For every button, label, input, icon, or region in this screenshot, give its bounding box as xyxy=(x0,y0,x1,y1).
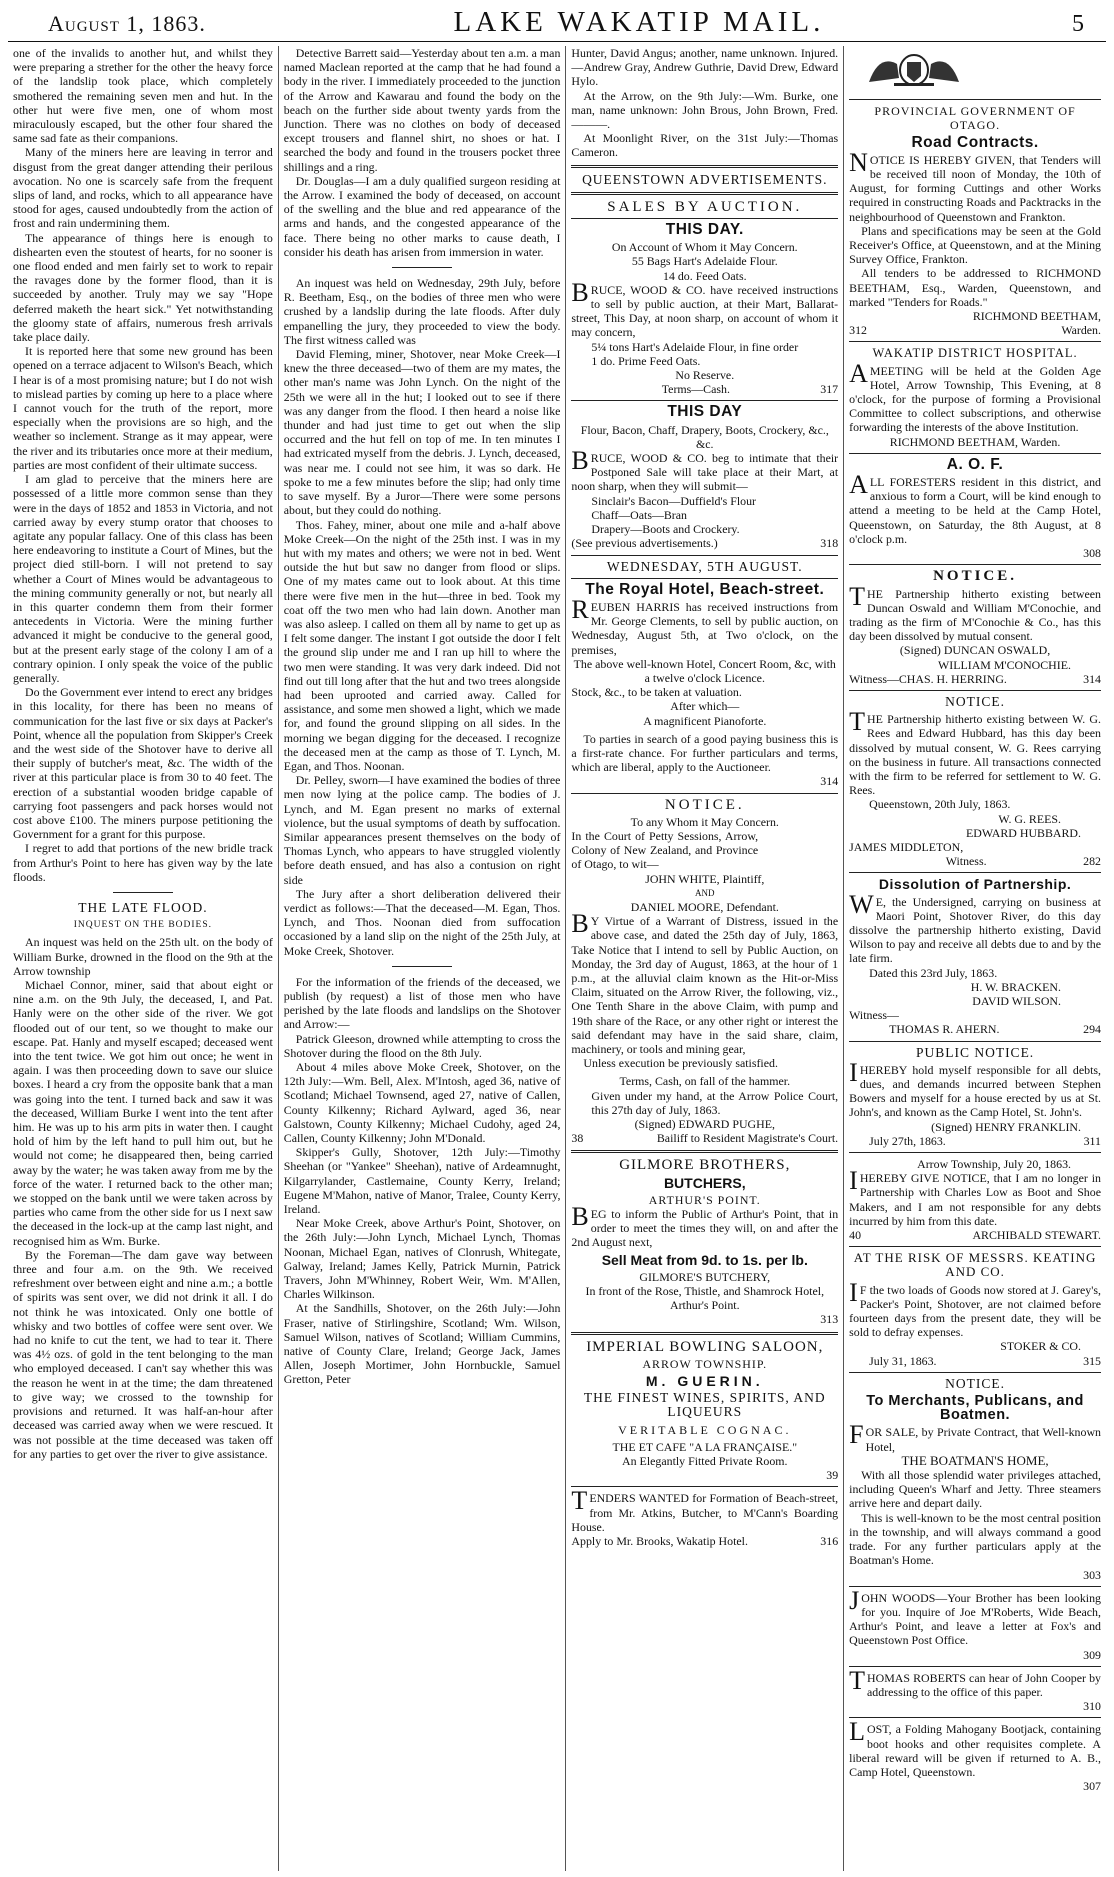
ad-text: FOR SALE, by Private Contract, that Well-known Hotel, xyxy=(849,1420,1101,1454)
ad-heading: A. O. F. xyxy=(946,455,1004,473)
ad-line: Queenstown, 20th July, 1863. xyxy=(869,797,1011,812)
column-3 xyxy=(565,46,843,1871)
ad-number: 38 xyxy=(571,1131,584,1146)
ad-line: Sinclair's Bacon—Duffield's Flour xyxy=(591,493,756,508)
ad-line: A magnificent Pianoforte. xyxy=(643,713,767,728)
ad-signature: H. W. BRACKEN. xyxy=(970,979,1061,994)
divider xyxy=(849,1152,1101,1153)
ad-heading: PROVINCIAL GOVERNMENT OF OTAGO. xyxy=(874,104,1076,133)
article-paragraph: one of the invalids to another hut, and whilst they were preparing a strether for the other the heavy force of the landslip took place, which completely smothered the remaining seven men and hut. In the other hut were five men, one of whom most miraculously escaped, but the other four shared the same sad fate as their companions. xyxy=(13,46,273,146)
ad-line: Flour, Bacon, Chaff, Drapery, Boots, Crockery, &c., &c. xyxy=(580,422,829,451)
ad-heading: THE BOATMAN'S HOME, xyxy=(901,1452,1049,1468)
section-heading: QUEENSTOWN ADVERTISEMENTS. xyxy=(582,171,828,187)
ad-heading: Sell Meat from 9d. to 1s. per lb. xyxy=(601,1251,808,1268)
ad-text: All tenders to be addressed to RICHMOND BEETHAM, Esq., Warden, Queenstown, and marked "Tenders for Roads." xyxy=(849,266,1101,309)
ad-heading: WAKATIP DISTRICT HOSPITAL. xyxy=(872,346,1078,361)
article-paragraph: An inquest was held on the 25th ult. on the body of William Burke, drowned in the flood on the 9th at the Arrow township xyxy=(13,935,273,978)
ad-line: Terms, Cash, on fall of the hammer. xyxy=(619,1074,791,1089)
divider xyxy=(571,1486,838,1487)
ad-line: Warden. xyxy=(1061,323,1101,338)
ad-number: 310 xyxy=(1083,1699,1101,1714)
ad-signature: W. G. REES. xyxy=(998,811,1061,826)
ad-heading: GILMORE BROTHERS, xyxy=(619,1157,791,1174)
article-paragraph: Patrick Gleeson, drowned while attempting to cross the Shotover during the flood on the 8th July. xyxy=(283,1031,561,1060)
ad-line: THE ET CAFE "A LA FRANÇAISE." xyxy=(612,1439,798,1454)
divider xyxy=(849,1586,1101,1587)
divider xyxy=(392,966,452,967)
ad-line: Stock, &c., to be taken at valuation. xyxy=(571,685,742,700)
ad-line: Witness— xyxy=(849,1008,899,1023)
ad-line: Drapery—Boots and Crockery. xyxy=(591,522,740,537)
ad-text: IF the two loads of Goods now stored at J. Garey's, Packer's Point, Shotover, are not claimed before fourteen days from the present date, they will be sold to defray expenses. xyxy=(849,1277,1101,1340)
article-paragraph: Many of the miners here are leaving in terror and disgust from the great danger attending their perilous avocation. No one is scarcely safe from the frequent slips of land, and rocks, which to all appearance have stood for ages, caused undoubtedly from the action of frost and rain undermining them. xyxy=(13,145,273,231)
ad-number: 303 xyxy=(1083,1567,1101,1582)
column-2 xyxy=(278,46,566,1871)
ad-line: 1 do. Prime Feed Oats. xyxy=(591,353,701,368)
ad-heading: WEDNESDAY, 5TH AUGUST. xyxy=(606,558,803,574)
ad-number: 282 xyxy=(1083,854,1101,869)
coat-of-arms-icon xyxy=(849,48,979,88)
divider xyxy=(571,793,838,794)
ad-line: VERITABLE COGNAC. xyxy=(618,1422,792,1437)
ad-number: 40 xyxy=(849,1228,862,1243)
ad-number: 317 xyxy=(820,382,839,397)
ad-line: To any Whom it May Concern. xyxy=(630,814,779,829)
ad-terms: Terms—Cash. xyxy=(661,382,730,397)
ad-heading: THIS DAY. xyxy=(665,221,744,239)
section-heading: SALES BY AUCTION. xyxy=(607,198,803,215)
divider xyxy=(849,690,1101,691)
ad-text: Unless execution be previously satisfied. xyxy=(583,1056,778,1071)
divider xyxy=(849,1041,1101,1042)
ad-line: July 27th, 1863. xyxy=(869,1133,946,1148)
ad-heading: AT THE RISK OF MESSRS. KEATING AND CO. xyxy=(853,1250,1097,1280)
ad-heading: M. GUERIN. xyxy=(645,1373,764,1390)
ad-line: Bailiff to Resident Magistrate's Court. xyxy=(656,1131,839,1146)
ad-number: 294 xyxy=(1083,1022,1101,1037)
ad-line: Chaff—Oats—Bran xyxy=(591,507,687,522)
divider xyxy=(571,165,838,168)
ad-heading: IMPERIAL BOWLING SALOON, xyxy=(586,1338,824,1355)
ad-text: Plans and specifications may be seen at the Gold Receiver's Office, at Queenstown, and at the Mining Survey Office, Frankton. xyxy=(849,223,1101,267)
article-paragraph: Hunter, David Angus; another, name unknown. Injured.—Andrew Gray, Andrew Guthrie, David Drew, Edward Hylo. xyxy=(571,46,839,89)
ad-line: No Reserve. xyxy=(675,368,735,383)
ad-heading: The Royal Hotel, Beach-street. xyxy=(585,580,825,598)
ad-line: The above well-known Hotel, Concert Room, &c, with a twelve o'clock Licence. xyxy=(573,656,836,685)
ad-heading: NOTICE. xyxy=(933,568,1018,585)
ad-footer xyxy=(849,1134,1101,1148)
ad-line: 14 do. Feed Oats. xyxy=(663,268,747,283)
divider xyxy=(849,99,1101,100)
ad-line: July 31, 1863. xyxy=(869,1353,937,1368)
divider xyxy=(113,892,173,893)
ad-text: ALL FORESTERS resident in this district, and anxious to form a Court, will be kind enough to attend a meeting to be held at the Camp Hotel, Queenstown, on Saturday, the 8th August, at 8 o'clock p.m. xyxy=(849,470,1101,546)
ad-heading: NOTICE. xyxy=(664,796,745,813)
ad-line: Given under my hand, at the Arrow Police Court, this 27th day of July, 1863. xyxy=(591,1088,839,1117)
ad-footer xyxy=(849,1354,1101,1368)
column-1 xyxy=(8,46,278,1871)
ad-text: THE Partnership hitherto existing between W. G. Rees and Edward Hubbard, has this day been dissolved by mutual consent, W. G. Rees carrying on the business in future. All transactions connected with the firm to be referred for settlement to W. G. Rees. xyxy=(849,707,1101,798)
divider xyxy=(571,400,838,401)
ad-signature: RICHMOND BEETHAM, xyxy=(972,309,1101,324)
ad-line: After which— xyxy=(670,699,740,714)
ad-line: 5¼ tons Hart's Adelaide Flour, in fine order xyxy=(591,339,799,354)
ad-line: Witness—CHAS. H. HERRING. xyxy=(849,671,1007,686)
ad-text: THOMAS ROBERTS can hear of John Cooper by addressing to the office of this paper. xyxy=(849,1665,1101,1699)
ad-signature: ARCHIBALD STEWART. xyxy=(972,1228,1101,1243)
ad-line: 55 Bags Hart's Adelaide Flour. xyxy=(631,254,778,269)
ad-footer xyxy=(849,323,1101,337)
ad-heading: NOTICE. xyxy=(945,693,1005,709)
divider xyxy=(849,453,1101,454)
ad-heading: Road Contracts. xyxy=(911,133,1039,151)
ad-heading: THIS DAY xyxy=(667,403,743,421)
ad-line: DANIEL MOORE, Defendant. xyxy=(630,899,779,914)
ad-text: In the Court of Petty Sessions, Arrow, Colony of New Zealand, and Province of Otago, to wit— xyxy=(571,828,759,872)
article-paragraph: Near Moke Creek, above Arthur's Point, Shotover, on the 26th July:—John Lynch, Michael Lynch, Thomas Noonan, Michael Egan, natives of Clonrush, Whitegate, Galway, Ireland; James Kelly, Patrick Murnin, Patrick Travers, John M'Whinney, Robert Weir, Wm. M'Allen, Charles Wilkinson. xyxy=(283,1216,561,1302)
ad-footer xyxy=(571,1534,838,1548)
divider xyxy=(849,1666,1101,1667)
divider xyxy=(392,267,452,268)
divider xyxy=(571,555,838,556)
ad-number: 307 xyxy=(1083,1779,1101,1794)
divider xyxy=(571,1150,838,1153)
article-paragraph: I regret to add that portions of the new bridle track from Arthur's Point to here has given way by the late floods. xyxy=(13,841,273,884)
ad-signature: STOKER & CO. xyxy=(1000,1339,1081,1354)
masthead xyxy=(8,6,1106,42)
ad-text: BRUCE, WOOD & CO. beg to intimate that their Postponed Sale will take place at their Mart, at noon sharp, when they will submit— xyxy=(571,446,839,494)
article-paragraph: At the Sandhills, Shotover, on the 26th July:—John Fraser, native of Stirlingshire, Scotland; Wm. Wilson, Samuel Wilson, natives of Scotland; William Cummins, native of County Clare, Ireland; George Jack, James Allen, Joseph Mortimer, John Hornbuckle, Samuel Gretton, Peter xyxy=(283,1301,561,1387)
newspaper-title: LAKE WAKATIP MAIL. xyxy=(453,6,825,38)
ad-signature: (Signed) HENRY FRANKLIN. xyxy=(931,1119,1081,1134)
ad-footer xyxy=(849,1022,1101,1036)
ad-number: 312 xyxy=(849,323,867,338)
article-paragraph: Do the Government ever intend to erect any bridges in this locality, for there has been no means of communication for the last five or six days at Packer's Point, whence all the population from Skipper's Creek and the west side of the Shotover have to derive all their supply of butcher's meat, &c. The width of the river at this particular place is from 30 to 40 feet. The erection of a substantial wooden bridge capable of carrying foot passengers and pack horses would not cost above £100. The miners purpose petitioning the Government for a grant for this purpose. xyxy=(13,685,273,842)
ad-heading: BUTCHERS, xyxy=(663,1174,746,1191)
article-paragraph: Detective Barrett said—Yesterday about ten a.m. a man named Maclean reported at the camp that he had found a body in the river. I immediately proceeded to the junction of the Arrow and Kawarau and found the body on the beach on the further side about twenty yards from the Junction. There was no clothes on body of deceased except trousers and flannel shirt, no shoes or hat. I searched the body and found in the trousers pocket three shillings and a ring. xyxy=(283,46,561,174)
divider xyxy=(849,341,1101,342)
ad-number: 318 xyxy=(820,536,839,551)
ad-line: JOHN WHITE, Plaintiff, xyxy=(645,871,765,886)
ad-line: An Elegantly Fitted Private Room. xyxy=(622,1454,788,1469)
column-4 xyxy=(843,46,1106,1871)
article-paragraph: Michael Connor, miner, said that about eight or nine a.m. on the 9th July, the deceased, I, and Pat. Hanly were on the other side of the river. We got flooded out of our tent, so we thought to make our escape. Pat. Hanly and myself escaped; deceased went into the tent twice. We got him out once; he went in again. I was then proceeding down to save our sluice boxes. I heard a cry from the opposite bank that a man was going into the tent. I turned back and saw it was the deceased, William Burke I went into the tent after him. He was up to his arm pits in water then. I caught hold of him by the left hand to pull him out, but he would not come; he disappeared then, being carried away by the water; he was taken away from me by the force of the water. I returned back to the other man; we stopped on the bank until we were taken across by parties who came from the other side for us I next saw the deceased in the lock-up at the camp last night, and recognised him as Wm. Burke. xyxy=(13,978,273,1248)
ad-text: THE Partnership hitherto existing between Duncan Oswald and William M'Conochie, and trading as the firm of M'Conochie & Co., has this day been dissolved by mutual consent. xyxy=(849,581,1101,644)
article-paragraph: I am glad to perceive that the miners here are possessed of a little more common sense than they were in the days of 1852 and 1853 in Victoria, and not carried away by every stump orator that chooses to agitate any popular fallacy. One of this class has been here endeavoring to institute a Court of Mines, but the project died still-born. I will not pretend to say whether a Court of Mines would be advantageous to the mining community generally or not, but nearly all in this quarter condemn them from their former antecedents in Victoria. Were the mining further advanced it might be conducive to the general good, but at the present early stage of the colony I am of a contrary opinion. I only speak the voice of the public generally. xyxy=(13,472,273,685)
ad-number: 311 xyxy=(1083,1133,1101,1148)
divider xyxy=(571,578,838,579)
ad-text: LOST, a Folding Mahogany Bootjack, containing boot hooks and other requisites complete. A liberal reward will be given if returned to A. B., Camp Hotel, Queenstown. xyxy=(849,1717,1101,1779)
ad-number: 309 xyxy=(1083,1647,1101,1662)
ad-line: ARROW TOWNSHIP. xyxy=(642,1356,768,1371)
article-paragraph: The appearance of things here is enough to dishearten even the stoutest of hearts, for no sooner is one flood ended and men fairly set to work to repair the ravages done by the former flood, than it is succeeded by another. Truly may we say "Hope deferred maketh the heart sick." Yet notwithstanding the gloomy state of affairs, numerous fresh arrivals take place daily. xyxy=(13,230,273,345)
ad-line: On Account of Whom it May Concern. xyxy=(611,240,798,255)
article-paragraph: At the Arrow, on the 9th July:—Wm. Burke, one man, name unknown: John Brous, John Brown, Fred. ———. xyxy=(571,88,839,132)
divider xyxy=(571,218,838,219)
ad-signature: (Signed) EDWARD PUGHE, xyxy=(634,1117,775,1132)
ad-text: REUBEN HARRIS has received instructions from Mr. George Clements, to sell by public auction, on Wednesday, August 5th, at Two o'clock, on the premises, xyxy=(571,594,839,657)
divider xyxy=(849,564,1101,565)
ad-heading: NOTICE. xyxy=(945,1375,1005,1391)
ad-text: With all those splendid water privileges attached, including Queen's Wharf and Jetty. Three steamers arrive here and depart daily. xyxy=(849,1468,1101,1511)
divider xyxy=(849,872,1101,873)
ad-number: 39 xyxy=(826,1468,839,1483)
article-paragraph: It is reported here that some new ground has been opened on a terrace adjacent to Wilson's Beach, which I hear is of a most promising nature; but I do not wish to mislead parties by coming up here to a place where I cannot vouch for the truth of the report, more especially when the provisions are so high, and the weather so inclement. Strange as it may appear, were the river and its tributaries once more at their medium, parties are most confident of their ultimate success. xyxy=(13,344,273,472)
page-number: 5 xyxy=(1071,11,1084,37)
ad-signature: RICHMOND BEETHAM, Warden. xyxy=(889,434,1061,449)
ad-signature: EDWARD HUBBARD. xyxy=(966,825,1081,840)
article-paragraph: The Jury after a short deliberation delivered their verdict as follows:—That the deceased—M. Egan, Thos. Lynch, and Thos. Noonan died from suffocation occasioned by a land slip on the night of the 25th July, at Moke Creek, Shotover. xyxy=(283,886,561,958)
ad-line: (See previous advertisements.) xyxy=(571,536,718,551)
article-paragraph: An inquest was held on Wednesday, 29th July, before R. Beetham, Esq., on the bodies of three men who were crushed by a landslip during the late floods. After duly empanelling the jury, they proceeded to view the body. The first witness called was xyxy=(283,276,561,347)
ad-number: 308 xyxy=(1083,546,1101,561)
ad-number: 314 xyxy=(820,774,839,789)
ad-heading: Dissolution of Partnership. xyxy=(878,876,1072,893)
ad-footer xyxy=(571,382,838,396)
ad-text: BEG to inform the Public of Arthur's Point, that in order to meet the times they will, on and after the 2nd August next, xyxy=(571,1202,839,1250)
ad-line: In front of the Rose, Thistle, and Shamrock Hotel, Arthur's Point. xyxy=(585,1284,825,1313)
divider xyxy=(849,1246,1101,1247)
divider xyxy=(571,192,838,195)
ad-footer xyxy=(849,854,1101,868)
divider xyxy=(849,1717,1101,1718)
divider xyxy=(571,1332,838,1335)
ad-number: 315 xyxy=(1083,1353,1101,1368)
ad-signature: (Signed) DUNCAN OSWALD, xyxy=(899,643,1051,658)
article-paragraph: David Fleming, miner, Shotover, near Moke Creek—I knew the three deceased—two of them are my mates, the other man's name was John Lynch. On the night of the 25th we were all in the hut; I looked out to see if there was any danger from the flood. I then heard a noise like thunder and had just time to get out when the slip occurred and the hut fell on top of me. In ten minutes I had extricated myself from the debris. J. Lynch, deceased, was near me. I could not see him, it was so dark. He spoke to me a few minutes before the slip; had only time to save myself. By a Juror—There were some persons about, but they could do nothing. xyxy=(283,347,561,518)
ad-footer xyxy=(849,1228,1101,1242)
ad-line: Witness. xyxy=(945,854,987,869)
article-paragraph: Thos. Fahey, miner, about one mile and a-half above Moke Creek—On the night of the 25th inst. I was in my hut with my mates and others; we were not in bed. Went outside the hut but saw no danger from flood or slips. One of my mates came out to look about. At this time there were five men in the hut—three in bed. Took my coat off the two men who had lain down. Another man was also asleep. I called on them all by name to get up as I felt some danger. The instant I got outside the door I felt the ground slip under me and I ran up hill to where the two men were standing. It was very dark indeed. Did not find out till long after that the hut and two trees alongside had been uprooted and carried away. Called for assistance, and some men showed a light, which we made for, and found the ground slipping on all sides. In the morning we began digging for the deceased. I recognize the deceased men at the camp as those of T. Lynch, M. Egan, and Thos. Noonan. xyxy=(283,517,561,773)
ad-text: JOHN WOODS—Your Brother has been looking for you. Inquire of Joe M'Roberts, Wide Beach, Arthur's Point, and leave a letter at Fox's and Queenstown Post Office. xyxy=(849,1585,1101,1648)
issue-date: August 1, 1863. xyxy=(48,11,206,36)
article-paragraph: About 4 miles above Moke Creek, Shotover, on the 12th July:—Wm. Bell, Alex. M'Intosh, aged 36, native of Scotland; Michael Townsend, aged 27, native of Callen, County Kilkenny; Richard Aylward, aged 36, near Galstown, County Kilkenny; Michael Cudohy, aged 24, Callen, County Kilkenny; John M'Donald. xyxy=(283,1060,561,1146)
article-paragraph: Skipper's Gully, Shotover, 12th July:—Timothy Sheehan (or "Yankee" Sheehan), native of Ardeamnught, Kilgarrylander, Castlemaine, County Kerry, Ireland; Eugene M'Mahon, native of Manor, Tralee, County Kerry, Ireland. xyxy=(283,1145,561,1217)
ad-text: NOTICE IS HEREBY GIVEN, that Tenders will be received till noon of Monday, the 10th of August, for forming Cuttings and other Works required in constructing Roads and Packtracks in the neighbourhood of Queenstown and Frankton. xyxy=(849,147,1101,224)
ad-text: This is well-known to be the most central position in the township, and will always command a good trade. For any further particulars apply at the Boatman's Home. xyxy=(849,1510,1101,1568)
ad-text: BRUCE, WOOD & CO. have received instructions to sell by public auction, at their Mart, Ballarat-street, This Day, at noon sharp, on account of whom it may concern, xyxy=(571,277,839,340)
ad-heading: PUBLIC NOTICE. xyxy=(915,1044,1035,1060)
ad-footer xyxy=(849,672,1101,686)
ad-number: 314 xyxy=(1083,671,1101,686)
ad-text: WE, the Undersigned, carrying on business at Maori Point, Shotover River, do this day dissolve the partnership hitherto existing, David Wilson to pay and receive all debts due to and by the late firm. xyxy=(849,889,1101,966)
ad-footer xyxy=(571,1131,838,1145)
ad-text: AMEETING will be held at the Golden Age Hotel, Arrow Township, This Evening, at 8 o'clock, for the purpose of forming a Provisional Committee to collect subscriptions, and otherwise forwarding the interests of the above Institution. xyxy=(849,358,1101,435)
article-paragraph: For the information of the friends of the deceased, we publish (by request) a list of those men who have perished by the late floods and landslips on the Shotover and Arrow:— xyxy=(283,974,561,1032)
ad-text: IHEREBY hold myself responsible for all debts, dues, and demands incurred between Stephen Bowers and myself for a house erected by us at St. John's, and known as the Camp Hotel, St. John's. xyxy=(849,1057,1101,1120)
divider xyxy=(849,1372,1101,1373)
ad-line: THE FINEST WINES, SPIRITS, AND LIQUEURS xyxy=(583,1390,826,1420)
ad-line: ARTHUR'S POINT. xyxy=(648,1192,761,1207)
ad-signature: WILLIAM M'CONOCHIE. xyxy=(938,657,1071,672)
article-heading: THE LATE FLOOD. xyxy=(78,899,208,915)
ad-line: AND xyxy=(695,887,715,898)
ad-text: BY Virtue of a Warrant of Distress, issued in the above case, and dated the 25th day of July, 1863, Take Notice that I intend to sell by Public Auction, on Monday, the 3rd day of August, 1863, at the hour of 1 p.m., at the alluvial claim known as the Hit-or-Miss Claim, situated on the Arrow River, the following, viz., One Tenth Share in the above Claim, with pump and 19th share of the Race, or any other right or interest the said defendant may have in the said share, claim, machinery, or tools and mining gear, xyxy=(571,909,839,1056)
ad-line: Arrow Township, July 20, 1863. xyxy=(917,1157,1071,1172)
article-subheading: INQUEST ON THE BODIES. xyxy=(73,920,213,931)
article-paragraph: Dr. Pelley, sworn—I have examined the bodies of three men now lying at the police camp. The bodies of J. Lynch, and M. Egan present no marks of external violence, but the usual symptoms of death by suffocation. Similar appearances present themselves on the body of Thomas Lynch, who appears to have struggled violently before death ensued, and has also a contusion on right side xyxy=(283,773,561,887)
article-paragraph: Dr. Douglas—I am a duly qualified surgeon residing at the Arrow. I examined the body of deceased, on account of the swelling and the blue and red appearance of the arms and hands, and the congested appearance of the face. There being no other marks to cause death, I consider his death has arisen from immersion in water. xyxy=(283,173,561,259)
article-paragraph: By the Foreman—The dam gave way between three and four a.m. on the 9th. We received refreshment over between eight and nine a.m.; a bottle of spirits was sent over, we did not drink it all. I do not think he was intoxicated. Only one bottle of whisky and two bottles of coffee were sent over. We had no knife to cut the tent, we had to tear it. There was 4½ ozs. of gold in the tent belonging to the man who employed deceased. I can't say whether this was the reason he went in at the time; the dam threatened to give way; we crossed to the township for provisions and returned. It was half-an-hour after deceased was carried away when we were rescued. It was not possible at the time deceased was taken off for any parties to get over the river to give assistance. xyxy=(13,1247,273,1461)
ad-signature: THOMAS R. AHERN. xyxy=(889,1022,1000,1037)
ad-text: TENDERS WANTED for Formation of Beach-street, from Mr. Atkins, Butcher, to M'Cann's Boarding House. xyxy=(571,1486,839,1534)
ad-text: To parties in search of a good paying business this is a first-rate chance. For further particulars and terms, which are liberal, apply to the Auctioneer. xyxy=(571,731,839,775)
article-paragraph: At Moonlight River, on the 31st July:—Thomas Cameron. xyxy=(571,131,839,160)
ad-line: Dated this 23rd July, 1863. xyxy=(869,965,998,980)
ad-footer xyxy=(571,536,838,550)
ad-signature: JAMES MIDDLETON, xyxy=(849,839,964,854)
ad-line: GILMORE'S BUTCHERY, xyxy=(639,1269,771,1284)
ad-signature: DAVID WILSON. xyxy=(972,993,1061,1008)
ad-line: Apply to Mr. Brooks, Wakatip Hotel. xyxy=(571,1534,748,1549)
ad-heading: To Merchants, Publicans, and Boatmen. xyxy=(866,1393,1084,1424)
ad-text: IHEREBY GIVE NOTICE, that I am no longer in Partnership with Charles Low as Boot and Shoe Makers, and I am not responsible for any debts incurred by him from this date. xyxy=(849,1166,1101,1228)
ad-number: 316 xyxy=(820,1534,839,1549)
ad-number: 313 xyxy=(820,1312,839,1327)
